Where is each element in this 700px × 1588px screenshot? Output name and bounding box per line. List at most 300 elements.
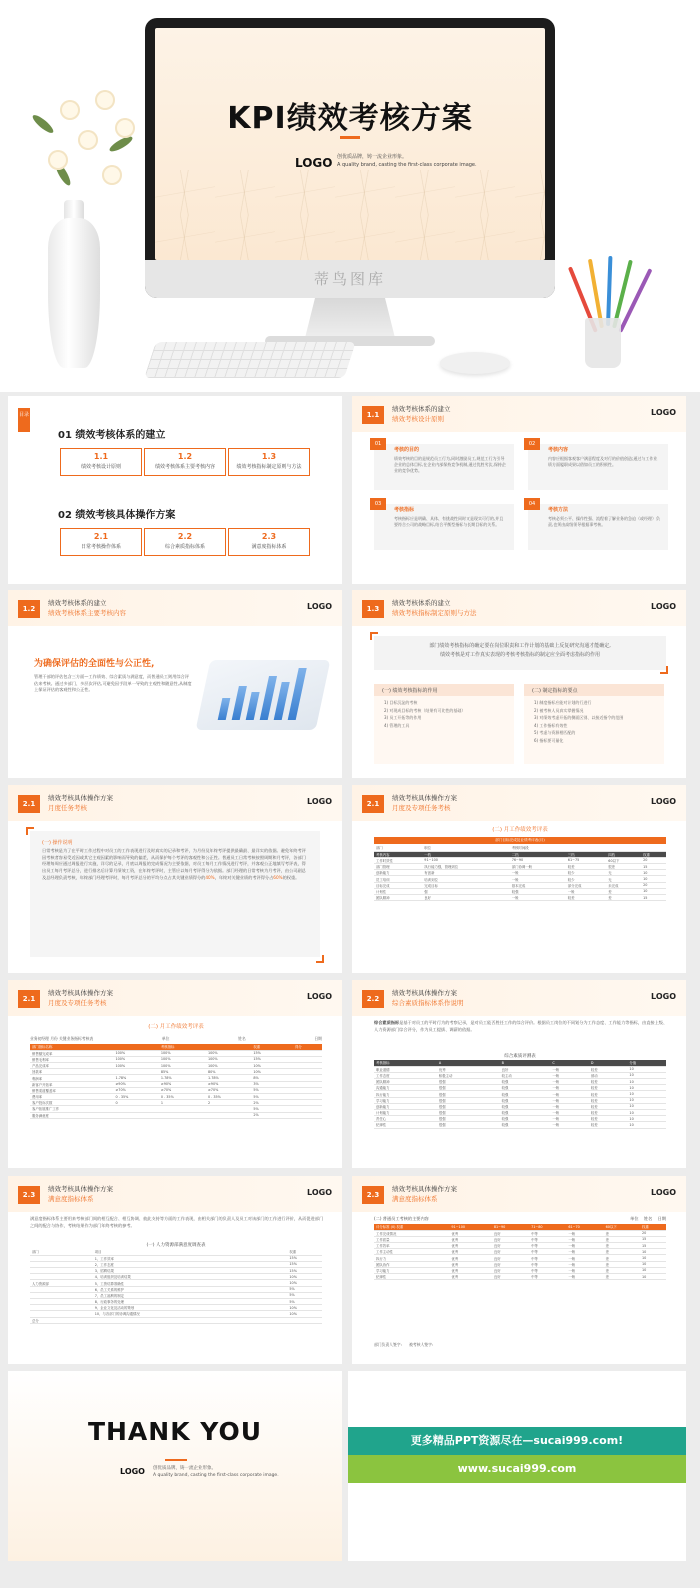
cover-title: KPI绩效考核方案 [227, 101, 473, 136]
promo-panel[interactable] [348, 1371, 686, 1561]
table-cell: 10% [287, 1280, 322, 1286]
table-cell: 被动 [589, 1072, 628, 1078]
table-cell: 纪律性 [374, 1274, 449, 1280]
table-cell: 较主动 [500, 1072, 551, 1078]
table-cell: 学习能力 [374, 1267, 449, 1273]
staff-assessment-table [374, 1224, 666, 1280]
table-cell: 得分 [293, 1044, 322, 1050]
list-item: 1) 制度指标应能对计划的行进行 [534, 700, 592, 705]
table-cell: 较强 [500, 1122, 551, 1128]
table-cell: 61~70 [566, 1224, 603, 1230]
table-row [30, 1317, 322, 1323]
table-cell: 优秀 [449, 1230, 491, 1236]
slide-logo: LOGO [651, 1188, 676, 1197]
table-cell: 较强 [500, 1097, 551, 1103]
cover-screen [155, 28, 545, 260]
table-cell: 强 [422, 888, 509, 894]
table-cell: 产品完成率 [30, 1063, 113, 1069]
table-cell: 15% [287, 1255, 322, 1261]
table-cell: 工作效率 [374, 1243, 449, 1249]
table-cell: 二档 [510, 851, 566, 857]
table-cell: 10 [627, 1066, 666, 1072]
table-cell: 差 [604, 1230, 640, 1236]
table-cell [293, 1112, 322, 1118]
table-cell: 1、工作效率 [93, 1255, 240, 1261]
table-cell: 差 [604, 1255, 640, 1261]
table-cell: 服务满意度 [30, 1112, 113, 1118]
table-cell: 分值 [627, 1060, 666, 1066]
table-cell: 8、行政事务的处理 [93, 1299, 240, 1305]
table-cell: 10 [641, 888, 666, 894]
table-cell: 客户投诉次数 [30, 1100, 113, 1106]
table-cell: 10 [627, 1085, 666, 1091]
table-cell: 10% [287, 1311, 322, 1317]
toc-tag: 目录 [18, 408, 30, 432]
table-cell: 10% [251, 1069, 282, 1075]
slide-2-1-text[interactable] [8, 785, 342, 973]
table-cell: 考核指标 [374, 1060, 437, 1066]
table-cell: 权重 [251, 1044, 282, 1050]
table-cell: 较差 [589, 1079, 628, 1085]
table-cell: B [500, 1060, 551, 1066]
table-cell: 1.78% [206, 1075, 251, 1081]
table-cell: 3、招聘结果 [93, 1268, 240, 1274]
table-cell: 差 [604, 1243, 640, 1249]
monthly-assessment-table [374, 845, 666, 901]
table-cell: 5% [287, 1286, 322, 1292]
table-cell: 优秀 [449, 1274, 491, 1280]
table-cell: 较差 [589, 1097, 628, 1103]
signature-line: 部门负责人签字: 被考核人签字: [374, 1342, 434, 1347]
kpi-table [30, 1044, 322, 1119]
slide-1-1[interactable] [352, 396, 686, 584]
table-cell: 较强 [500, 1110, 551, 1116]
slide-section: 绩效考核具体操作方案 [48, 794, 113, 802]
slide-2-1-kpi[interactable] [8, 980, 342, 1168]
table-cell: 中等 [529, 1261, 566, 1267]
table-cell: 5% [287, 1292, 322, 1298]
table-cell: 一般 [566, 1243, 603, 1249]
toc-item-2-1[interactable]: 2.1 日常考核操作体系 [60, 528, 142, 556]
table-cell: 10 [640, 1261, 666, 1267]
slide-1-3[interactable] [352, 590, 686, 778]
table-cell: 差 [606, 888, 641, 894]
table-cell [93, 1317, 240, 1323]
slide-number: 1.1 [362, 406, 384, 424]
table-cell: 一般 [550, 1085, 589, 1091]
table-cell: 100% [159, 1056, 206, 1062]
table-cell: ≥70% [206, 1087, 251, 1093]
slide-section: 绩效考核具体操作方案 [48, 989, 113, 997]
toc-item-1-3[interactable]: 1.3 绩效考核指标制定原则与方法 [228, 448, 310, 476]
toc-part1: 01 绩效考核体系的建立 [58, 430, 166, 441]
table-cell: 85% [159, 1069, 206, 1075]
slide-title: 绩效考核设计原则 [392, 415, 444, 423]
hr-satisfaction-table [30, 1249, 322, 1324]
thank-you-slogan: 创优质品牌，铸一流企业形象。 A quality brand, casting the first-class corporate image. [153, 1466, 279, 1478]
slide-number: 2.3 [362, 1186, 384, 1204]
table-cell: 部分完成 [566, 882, 606, 888]
table-cell: 0 . 35% [206, 1094, 251, 1100]
table-cell: 优秀 [449, 1267, 491, 1273]
slide-section: 绩效考核具体操作方案 [392, 989, 457, 997]
slide-logo: LOGO [307, 602, 332, 611]
table-cell [282, 1112, 293, 1118]
table-cell: 一般 [566, 1249, 603, 1255]
table-cell: 10 [627, 1072, 666, 1078]
table-cell: 较差 [589, 1091, 628, 1097]
table-cell: 15 [640, 1236, 666, 1242]
table-cell: 四档 [606, 851, 641, 857]
thank-you-title: THANK YOU [87, 1417, 263, 1446]
table-cell: C [550, 1060, 589, 1066]
table-cell: 76~90 [510, 857, 566, 863]
table-cell: 沟通能力 [374, 1085, 437, 1091]
table-cell: D [589, 1060, 628, 1066]
body-text: 管理干部的评估包含三方面—工作绩效、综合素质与满意度，而普通员工则用综合评估来考核。通过多部门、多层次评估,可避免因手段单一导致的主观性和随意性,从制度上保证评估的客观性和公正性。 [34, 674, 192, 693]
table-cell: 7、员工福利的制定 [93, 1292, 240, 1298]
table-cell: 无 [606, 876, 641, 882]
table-cell: 一般 [566, 1261, 603, 1267]
table-title: (一) 人力资源部满意度调查表 [146, 1243, 206, 1248]
table-cell [263, 1317, 275, 1323]
quality-description: 综合素质指标是基于对员工的平时行为的考察记录，是对员工能否胜任工作的综合评价。根据员工岗位的不同划分为工作态度、工作能力等指标，由直接上级、人力资源部门综合评分，作为员工提拔、调薪的依据。 [374, 1020, 668, 1032]
table-cell: 三档 [566, 851, 606, 857]
table-cell: 71~80 [529, 1224, 566, 1230]
table-cell: 100% [113, 1056, 158, 1062]
table-cell: 总分 [30, 1317, 93, 1323]
table-cell: 创新能力 [374, 870, 422, 876]
table-cell: 职位 [422, 845, 509, 851]
table-cell: 部门 [374, 845, 422, 851]
table-cell: 良好 [492, 1267, 529, 1273]
table-cell: 中等 [529, 1249, 566, 1255]
table-cell: 一般 [566, 1236, 603, 1242]
list-item: 5) 考虑与资源相匹配的 [534, 730, 576, 736]
table-cell: 创新能力 [374, 1103, 437, 1109]
table-cell: 10、与各部门的协调沟通情况 [93, 1311, 240, 1317]
table-cell: 81~90 [492, 1224, 529, 1230]
table-cell: 良好 [492, 1255, 529, 1261]
table-title: (二) 月工作绩效考评表 [148, 1024, 204, 1030]
table-cell: 10 [641, 870, 666, 876]
table-cell: 较强 [500, 1103, 551, 1109]
slide-logo: LOGO [651, 992, 676, 1001]
table-cell: 计划能力 [374, 1110, 437, 1116]
table-band: 部门目标完成及业绩考评表(月) [374, 837, 666, 844]
pencil-cup [585, 318, 621, 368]
table-cell: 项目 [93, 1249, 240, 1255]
table-cell: 5% [251, 1106, 282, 1112]
table-cell: 80% [206, 1069, 251, 1075]
table-cell: 优秀 [449, 1243, 491, 1249]
table-cell: 0 [113, 1100, 158, 1106]
table-cell: 良好 [492, 1249, 529, 1255]
table-row [374, 1274, 666, 1280]
table-cell: 很差 [606, 864, 641, 870]
slide-logo: LOGO [651, 797, 676, 806]
table-cell: 责任心 [374, 1116, 437, 1122]
indicator-key-points-list: (二) 制定指标的要点 1) 制度指标应能对计划的行进行 2) 被考核人员真实掌握情况 3) 对绩效考虑开拓的侧面区别、以接近指令的范围 4) 工作指标有效性 5) 考虑与资源相匹配的 6) 指标要可量化 [524, 684, 664, 764]
table-cell: 评分标准 (0) 权重 [374, 1224, 449, 1230]
vase [48, 218, 100, 368]
table-cell: 工作时效性 [374, 857, 422, 863]
table-cell: 10 [641, 876, 666, 882]
monitor-stand [300, 298, 400, 338]
table-cell: 5% [287, 1299, 322, 1305]
table-cell: 工作态度 [374, 1072, 437, 1078]
table-cell: 一般 [550, 1103, 589, 1109]
toc-item-2-2[interactable]: 2.2 综合素质指标体系 [144, 528, 226, 556]
table-cell: 很强 [437, 1079, 500, 1085]
table-cell: 回款率 [30, 1069, 113, 1075]
slide-2-3-hr[interactable] [8, 1176, 342, 1364]
list-item: 3) 员工开拓等的作用 [384, 715, 422, 721]
indicator-role-list: (一) 绩效考核指标的作用 1) 目标沉淀的考核 2) 对现成目标的考核（结果有可比性的基础） 3) 员工开拓等的作用 4) 管理的工具 [374, 684, 514, 764]
table-cell: 中等 [529, 1230, 566, 1236]
tablet-illustration [196, 660, 331, 730]
table-cell: 15% [287, 1268, 322, 1274]
slide-title: 绩效考核指标制定原则与方法 [392, 609, 477, 617]
table-cell: 一般 [566, 1255, 603, 1261]
list-item: 4) 管理的工具 [384, 722, 410, 728]
table-cell: 20 [641, 882, 666, 888]
table-cell: 较强 [500, 1091, 551, 1097]
table-cell: 较差 [589, 1110, 628, 1116]
table-cell: 部门 [30, 1249, 93, 1255]
principle-quote: 部门绩效考核指标的确定要在岗位职责和工作计划的基础上反复研究沟通才能确定, 绩效考核是对工作真实表现的考核考核指标的制定应全面考虑指标的作用 [374, 636, 666, 670]
table-cell [113, 1112, 158, 1118]
cover-hero [0, 0, 700, 392]
table-cell: 很强 [437, 1085, 500, 1091]
table-cell: 较少 [566, 870, 606, 876]
table-cell: 100% [113, 1063, 158, 1069]
table-cell: 执行力 [374, 1255, 449, 1261]
table-cell: 一般 [550, 1097, 589, 1103]
table-cell: 较差 [566, 895, 606, 901]
watermark: 蒂鸟图库 [313, 270, 386, 288]
table-cell: 很强 [437, 1091, 500, 1097]
table-cell: 考核指标 [159, 1044, 206, 1050]
table-cell: 10 [640, 1249, 666, 1255]
table-cell: 91~100 [449, 1224, 491, 1230]
slide-section: 绩效考核体系的建立 [392, 405, 451, 413]
slide-2-1-table[interactable] [352, 785, 686, 973]
table-cell: 权重 [287, 1249, 322, 1255]
table-cell: 2 [206, 1100, 251, 1106]
table-cell [275, 1317, 287, 1323]
table-cell: 中等 [529, 1267, 566, 1273]
table-cell: 60以下 [606, 857, 641, 863]
table-cell: 中等 [529, 1243, 566, 1249]
slide-section: 绩效考核体系的建立 [392, 599, 451, 607]
table-cell: 计划性 [374, 888, 422, 894]
slide-title: 月度及专项任务考核 [392, 804, 451, 812]
slide-thank-you[interactable] [8, 1371, 342, 1561]
table-cell: 考核内容 [374, 851, 422, 857]
table-cell: 销售毛利率 [30, 1056, 113, 1062]
table-cell: 差 [606, 895, 641, 901]
table-cell: 一般 [550, 1079, 589, 1085]
table-cell: 团队协作 [374, 1261, 449, 1267]
table-cell: 0 . 35% [159, 1094, 206, 1100]
list-item: 1) 目标沉淀的考核 [384, 700, 418, 705]
promo-banner[interactable]: 更多精品PPT资源尽在—sucai999.com! [348, 1427, 686, 1455]
list-item: 2) 被考核人员真实掌握情况 [534, 707, 584, 713]
table-cell: 4、培训组织及培训结果 [93, 1274, 240, 1280]
table-cell: 较差 [589, 1085, 628, 1091]
table-cell: 很强 [437, 1097, 500, 1103]
flower-arrangement [20, 80, 160, 220]
table-cell: 10 [627, 1091, 666, 1097]
slide-2-2[interactable] [352, 980, 686, 1168]
slide-logo: LOGO [651, 602, 676, 611]
table-cell: 考核时间段 [510, 845, 566, 851]
table-cell: 权重 [641, 851, 666, 857]
table-cell: 较强 [500, 1079, 551, 1085]
slide-number: 2.1 [362, 795, 384, 813]
table-cell: 员工培训 [374, 876, 422, 882]
cover-slogan: 创优质品牌，铸一流企业形象。 A quality brand, casting the first-class corporate image. [337, 154, 477, 168]
table-cell: 差 [604, 1236, 640, 1242]
table-cell: 纪律性 [374, 1122, 437, 1128]
table-cell: 费用率 [30, 1094, 113, 1100]
table-cell: 100% [159, 1050, 206, 1056]
table-cell: 人力资源部 [30, 1280, 93, 1286]
toc-item-1-1[interactable]: 1.1 绩效考核设计原则 [60, 448, 142, 476]
table-cell: ≥70% [159, 1087, 206, 1093]
table-row [374, 895, 666, 901]
monitor-chin [145, 260, 555, 298]
table-cell: 优秀 [449, 1261, 491, 1267]
table-cell: 一般 [550, 1066, 589, 1072]
table-cell: 中等 [529, 1255, 566, 1261]
table-cell: 较强 [510, 888, 566, 894]
promo-url[interactable]: www.sucai999.com [348, 1455, 686, 1483]
table-cell: 一般 [566, 1274, 603, 1280]
table-cell: 10 [627, 1103, 666, 1109]
satisfaction-description: 满意度指标体系主要用来考核部门间的相互配合、相互协调、彼此支持等方面的工作表现，由相关部门的负责人及员工对该部门的工作进行评价，从而促进部门之间的配合与协作，考核结果作为部门年终考核的参考。 [30, 1216, 324, 1228]
table-cell: 10 [640, 1255, 666, 1261]
table-heading-row: (二) 普通员工考核的主要内容 单位 姓名 日期 [374, 1216, 666, 1221]
card-purpose: 01 考核的目的 绩效考核的目的是规范员工行为,同时激励员工,规范工行为引导企业的总体目标,在企业内部保持竞争机制,通过优胜劣汰,保持企业的竞争优势。 [374, 444, 514, 490]
keyboard [144, 342, 356, 378]
table-cell: 一般 [550, 1122, 589, 1128]
table-cell: 优秀 [449, 1236, 491, 1242]
table-cell: 一般 [566, 1267, 603, 1273]
table-cell: 销售额完成率 [30, 1050, 113, 1056]
table-cell: 有创新 [422, 870, 509, 876]
pencil [606, 256, 612, 326]
slide-toc[interactable] [8, 396, 342, 584]
list-item: 3) 对绩效考虑开拓的侧面区别、以接近指令的范围 [534, 715, 624, 721]
table-cell: 完成目标 [422, 882, 509, 888]
table-cell: 5% [251, 1087, 282, 1093]
slide-logo: LOGO [307, 797, 332, 806]
table-cell: 较差 [566, 864, 606, 870]
table-cell: 较差 [589, 1116, 628, 1122]
table-cell: 权重 [640, 1224, 666, 1230]
table-cell: 10 [640, 1274, 666, 1280]
table-cell: 很强 [437, 1116, 500, 1122]
table-cell: ≥90% [159, 1081, 206, 1087]
slide-number: 2.1 [18, 990, 40, 1008]
table-cell: 一般 [550, 1116, 589, 1122]
table-cell: 部门协调一般 [510, 864, 566, 870]
list-item: 6) 指标要可量化 [534, 737, 564, 743]
table-cell: 良好 [492, 1243, 529, 1249]
table-cell: 新客户开拓率 [30, 1081, 113, 1087]
table-cell [240, 1317, 252, 1323]
table-cell: 10 [627, 1110, 666, 1116]
slide-title: 满意度指标体系 [48, 1195, 94, 1203]
table-cell: 未完成 [606, 882, 641, 888]
table-cell: 工作主动性 [374, 1249, 449, 1255]
table-cell: 60以下 [604, 1224, 640, 1230]
table-cell: 2% [251, 1100, 282, 1106]
slide-2-3-staff[interactable] [352, 1176, 686, 1364]
table-cell: 较少 [566, 876, 606, 882]
table-cell: 学习能力 [374, 1097, 437, 1103]
table-cell: 差 [604, 1267, 640, 1273]
slide-title: 绩效考核体系主要考核内容 [48, 609, 126, 617]
table-cell: 部门管理 [374, 864, 422, 870]
table-cell: 15% [251, 1056, 282, 1062]
table-cell: 61~75 [566, 857, 606, 863]
table-cell: 15% [251, 1050, 282, 1056]
table-cell: 0 . 35% [113, 1094, 158, 1100]
table-cell: A [437, 1060, 500, 1066]
table-cell [159, 1112, 206, 1118]
table-cell: 工作质量 [374, 1236, 449, 1242]
table-cell: 积极主动 [437, 1072, 500, 1078]
table-cell: 100% [206, 1056, 251, 1062]
table-cell: 100% [113, 1050, 158, 1056]
quality-table [374, 1060, 666, 1129]
table-cell: 一般 [510, 876, 566, 882]
table-cell: 1.78% [113, 1075, 158, 1081]
table-cell: 团队精神 [374, 895, 422, 901]
table-cell: 培训到位 [422, 876, 509, 882]
toc-item-2-3[interactable]: 2.3 满意度指标体系 [228, 528, 310, 556]
monitor [145, 18, 555, 298]
table-cell: 10% [287, 1305, 322, 1311]
table-cell: 较差 [589, 1122, 628, 1128]
slide-title: 月度及专项任务考核 [48, 999, 107, 1007]
slide-1-2[interactable] [8, 590, 342, 778]
toc-item-1-2[interactable]: 1.2 绩效考核体系主要考核内容 [144, 448, 226, 476]
operation-notes: (一) 操作说明 日常考核是为了在平时工作过程中对员工的工作表现进行及时真实的记录和考评，为月份及年终考评提供最确最、最详实的依据。避免年终考评因考核者容易受近因或其它主观因素的影响而导致的偏差，从而保护每个考评的客观性和公正性。普通员工日常考核按照周期和月考评，各部门经理每周应通过周报进行实施，详尽的记录，月底以周报的完成情况为主要依据，对员工每月工作情况进行考评，并客观公正地填写考评表，得出员工每月考评总分，进行排名后计算月绩效工资，在年终考评时，主管应以每月考评得分为依据。部门经理的日常考核为月考评，由公司副总及总经理负责考核，年终部门经理考评时，每月考评总分的平均分点占其关键业绩得分的40%，年终对关键业绩的考评得分占60%的权重。 [30, 831, 320, 957]
table-cell: 一档 [422, 851, 509, 857]
slide-number: 1.3 [362, 600, 384, 618]
table-cell: 差 [604, 1249, 640, 1255]
table-cell: 良好 [492, 1274, 529, 1280]
table-cell: 较差 [589, 1103, 628, 1109]
table-cell: 良好 [422, 895, 509, 901]
table-cell: 职业道德 [374, 1066, 437, 1072]
list-item: 4) 工作指标有效性 [534, 722, 568, 728]
table-cell: 15 [641, 864, 666, 870]
table-cell: 中等 [529, 1274, 566, 1280]
table-cell: ≥90% [113, 1081, 158, 1087]
table-cell: 10% [251, 1063, 282, 1069]
table-cell: 较强 [500, 1116, 551, 1122]
slide-number: 2.2 [362, 990, 384, 1008]
table-cell: 优秀 [449, 1249, 491, 1255]
table-cell: 目标完成 [374, 882, 422, 888]
table-cell: 执行能力 [374, 1091, 437, 1097]
table-cell: 2、工作态度 [93, 1261, 240, 1267]
